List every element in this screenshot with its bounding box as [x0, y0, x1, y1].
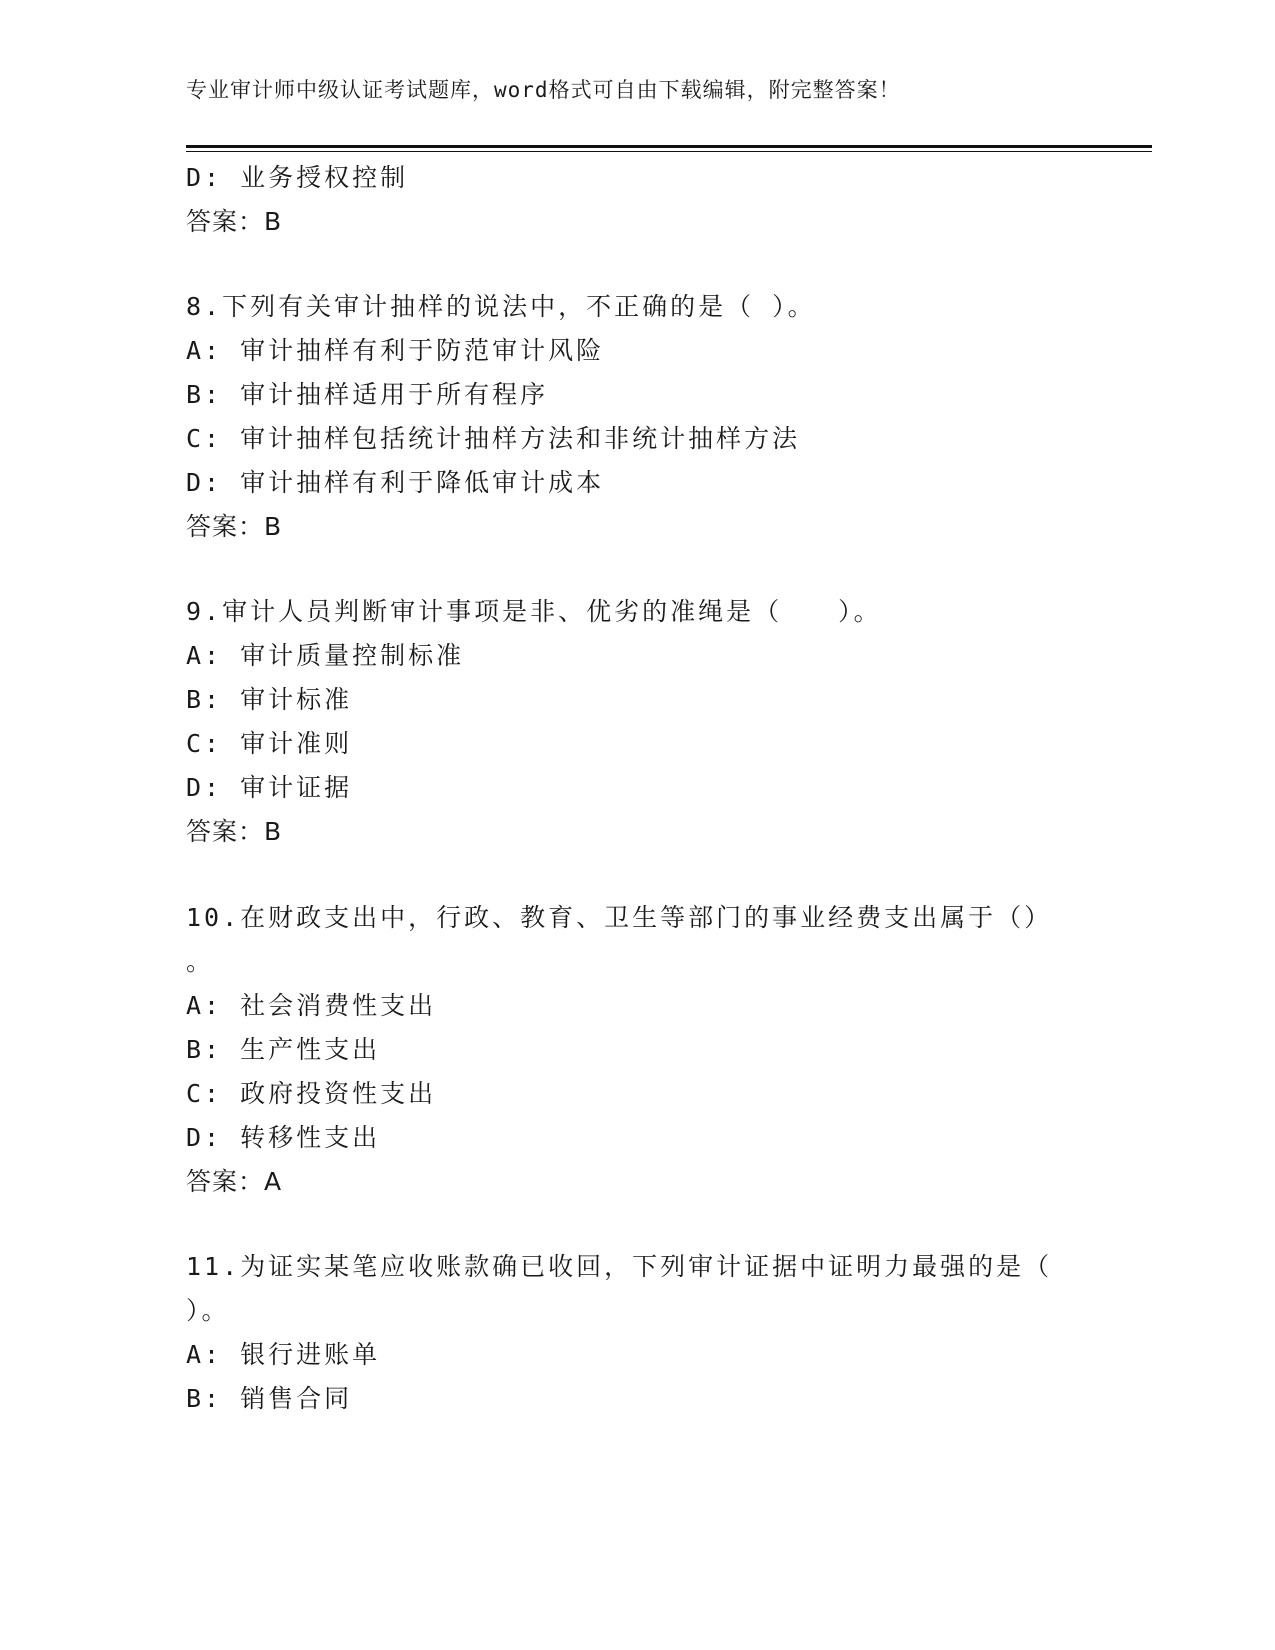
header-rule-thick — [186, 145, 1152, 148]
option-line: A: 社会消费性支出 — [186, 991, 437, 1020]
answer-line: 答案：B — [186, 512, 283, 541]
question-10-continuation: 。 — [186, 947, 215, 976]
option-line: B: 审计抽样适用于所有程序 — [186, 380, 549, 409]
question-8: 8.下列有关审计抽样的说法中，不正确的是（ ）。 — [186, 292, 816, 321]
question-10: 10.在财政支出中，行政、教育、卫生等部门的事业经费支出属于（） — [186, 903, 1053, 932]
question-9: 9.审计人员判断审计事项是非、优劣的准绳是（ ）。 — [186, 597, 882, 626]
option-line: C: 审计抽样包括统计抽样方法和非统计抽样方法 — [186, 424, 801, 453]
answer-line: 答案：B — [186, 817, 283, 846]
option-line: C: 政府投资性支出 — [186, 1079, 437, 1108]
answer-line: 答案：B — [186, 207, 283, 236]
option-line: D: 审计证据 — [186, 773, 353, 802]
question-11-continuation: ）。 — [186, 1296, 230, 1325]
option-line: D: 转移性支出 — [186, 1123, 381, 1152]
option-line: C: 审计准则 — [186, 729, 353, 758]
page-header: 专业审计师中级认证考试题库，word格式可自由下载编辑，附完整答案！ — [186, 78, 901, 102]
option-line: A: 审计质量控制标准 — [186, 641, 465, 670]
option-line: D: 审计抽样有利于降低审计成本 — [186, 468, 605, 497]
option-line: B: 销售合同 — [186, 1384, 353, 1413]
option-line: D: 业务授权控制 — [186, 163, 409, 192]
option-line: A: 银行进账单 — [186, 1340, 381, 1369]
header-rule-thin — [186, 151, 1152, 152]
option-line: B: 审计标准 — [186, 685, 353, 714]
option-line: B: 生产性支出 — [186, 1035, 381, 1064]
option-line: A: 审计抽样有利于防范审计风险 — [186, 336, 605, 365]
question-11: 11.为证实某笔应收账款确已收回，下列审计证据中证明力最强的是（ — [186, 1252, 1053, 1281]
answer-line: 答案：A — [186, 1167, 283, 1196]
